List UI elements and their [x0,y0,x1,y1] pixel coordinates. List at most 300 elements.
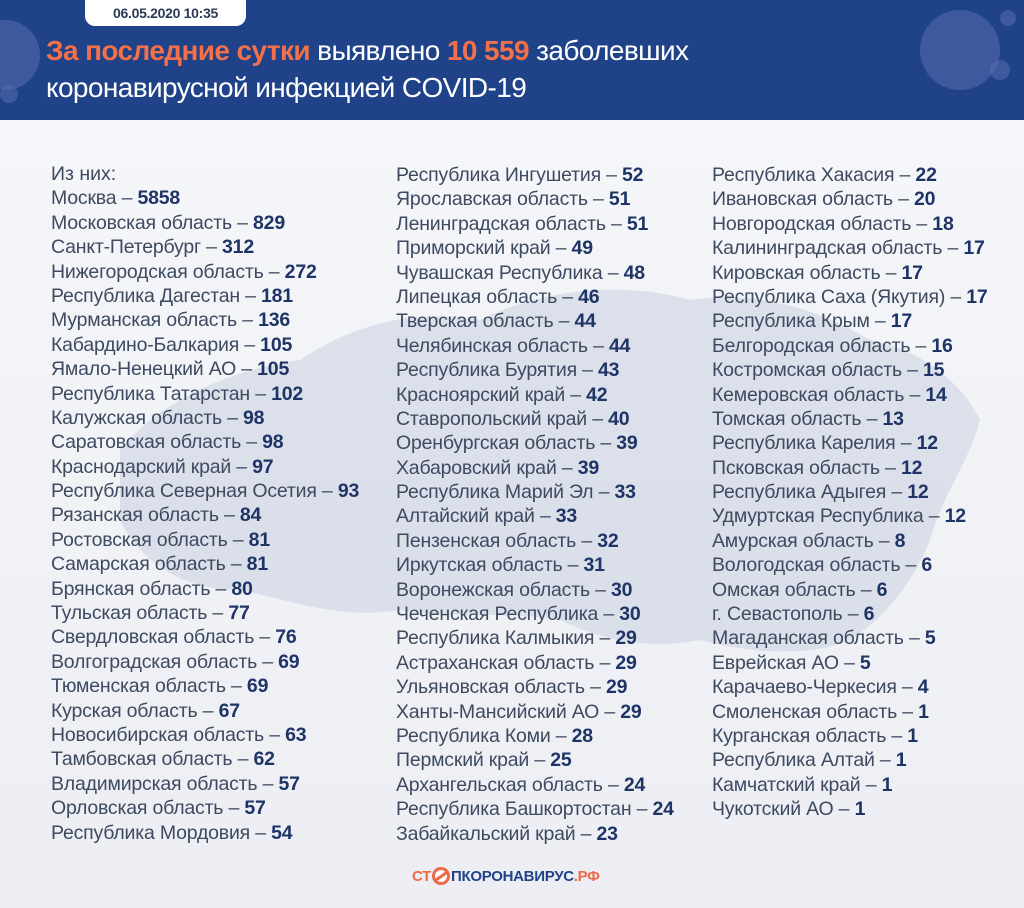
region-name: Иркутская область [396,554,563,577]
region-name: Ханты-Мансийский АО [396,700,600,723]
separator: – [316,480,338,503]
region-row [396,748,674,772]
case-count: 25 [550,749,572,772]
separator: – [562,554,584,577]
region-name: Амурская область [712,529,874,552]
region-name: Тюменская область [51,675,226,698]
region-name: Алтайский край [396,505,535,528]
region-row [712,212,988,236]
region-row [712,480,988,504]
separator: – [534,505,556,528]
separator: – [874,749,896,772]
region-row [396,578,674,602]
separator: – [575,822,597,845]
region-name: Рязанская область [51,504,219,527]
case-count: 28 [571,724,593,747]
separator: – [587,188,609,211]
region-row [51,186,359,210]
region-row [51,406,359,430]
separator: – [576,529,598,552]
region-name: Челябинская область [396,334,588,357]
separator: – [576,359,599,382]
case-count: 30 [611,578,633,601]
separator: – [550,237,572,260]
case-count: 29 [615,651,637,674]
case-count: 44 [609,334,631,357]
region-row [396,553,674,577]
separator: – [594,651,616,674]
region-row [712,797,988,821]
region-row [712,748,988,772]
separator: – [855,578,877,601]
region-row [51,601,359,625]
title-line-2: коронавирусной инфекцией COVID-19 [46,72,527,103]
region-row [51,723,359,747]
list-intro: Из них: [51,163,117,185]
separator: – [886,481,908,504]
region-name: Орловская область [51,797,224,820]
region-name: Приморский край [396,237,551,260]
case-count: 829 [253,211,285,234]
region-row [396,261,674,285]
separator: – [231,455,253,478]
region-name: Республика Дагестан [51,284,240,307]
case-count: 18 [932,212,954,235]
case-count: 6 [921,554,933,577]
region-name: Владимирская область [51,772,258,795]
separator: – [250,821,272,844]
region-row [396,724,674,748]
separator: – [264,723,286,746]
separator: – [879,456,901,479]
region-row [51,430,359,454]
region-row [396,163,674,187]
case-count: 77 [228,602,250,625]
separator: – [833,798,855,821]
region-name: Республика Мордовия [51,821,250,844]
case-count: 12 [907,481,929,504]
region-name: Республика Крым [712,310,870,333]
separator: – [842,603,864,626]
separator: – [250,382,272,405]
region-row [396,651,674,675]
region-name: Ямало-Ненецкий АО [51,358,237,381]
region-row [712,236,988,260]
case-count: 13 [882,407,904,430]
region-row [51,528,359,552]
logo-text-rf: .РФ [573,867,600,885]
region-name: Камчатский край [712,773,861,796]
region-row [51,284,359,308]
region-name: Курганская область [712,724,887,747]
region-row [396,285,674,309]
separator: – [236,358,258,381]
case-count: 32 [597,529,619,552]
case-count: 5 [924,627,936,650]
separator: – [257,650,279,673]
region-row [51,382,359,406]
separator: – [894,164,916,186]
region-name: Тамбовская область [51,748,233,771]
region-row [51,308,359,332]
case-count: 1 [854,798,866,821]
case-count: 312 [222,236,254,259]
region-row [396,773,674,797]
separator: – [897,700,919,723]
case-count: 67 [218,699,240,722]
case-count: 31 [583,554,605,577]
separator: – [593,481,615,504]
region-row [712,602,988,626]
region-name: Республика Калмыкия [396,627,595,650]
separator: – [584,676,606,699]
case-count: 136 [258,309,291,332]
separator: – [598,603,620,626]
separator: – [594,627,616,650]
case-count: 17 [963,237,985,260]
separator: – [550,724,572,747]
separator: – [232,748,254,771]
region-row [51,357,359,381]
case-count: 49 [571,237,593,260]
separator: – [600,164,623,186]
case-count: 62 [253,748,275,771]
region-name: Костромская область [712,359,902,382]
case-count: 105 [257,358,290,381]
separator: – [223,797,245,820]
region-name: Республика Коми [396,724,551,747]
region-row [51,796,359,820]
region-column-1 [51,162,359,845]
region-name: Республика Башкортостан [396,798,632,821]
separator: – [942,237,964,260]
region-row [712,626,988,650]
region-name: Кировская область [712,261,881,284]
region-name: Московская область [51,211,232,234]
region-row [396,822,674,846]
separator: – [605,212,627,235]
case-count: 29 [615,627,637,650]
region-name: Республика Адыгея [712,481,887,504]
region-row [396,529,674,553]
region-row [396,480,674,504]
separator: – [631,798,653,821]
region-name: Республика Саха (Якутия) [712,285,946,308]
region-column-2 [396,163,674,846]
region-name: Ставропольский край [396,407,588,430]
case-count: 29 [605,676,628,699]
separator: – [557,285,579,308]
separator: – [873,529,895,552]
separator: – [599,700,621,723]
region-row [712,578,988,602]
region-name: Республика Алтай [712,749,875,772]
region-name: Брянская область [51,577,211,600]
case-count: 39 [577,456,600,479]
region-name: Ростовская область [51,528,228,551]
region-name: Томская область [712,407,862,430]
separator: – [896,676,918,699]
region-name: Чукотский АО [712,798,834,821]
virus-decoration-icon [0,20,40,90]
region-row [396,431,674,455]
case-count: 24 [623,773,646,796]
case-count: 42 [586,383,608,406]
case-count: 51 [626,212,649,235]
case-count: 84 [239,504,262,527]
date-badge: 06.05.2020 10:35 [85,0,246,26]
region-name: Мурманская область [51,309,237,332]
region-name: г. Севастополь [712,603,843,626]
title-text: заболевших [528,35,689,66]
region-name: Краснодарский край [51,455,232,478]
region-name: Ярославская область [396,188,588,211]
separator: – [529,749,551,772]
region-row [712,261,988,285]
region-row [396,700,674,724]
region-row [712,431,988,455]
region-name: Республика Хакасия [712,164,895,186]
separator: – [254,626,276,649]
separator: – [263,260,285,283]
region-name: Курская область [51,699,198,722]
region-name: Удмуртская Республика [712,505,924,528]
separator: – [602,261,624,284]
region-row [396,504,674,528]
logo-text-coronavirus: ПКОРОНАВИРУС [451,867,574,885]
case-count: 1 [907,724,918,747]
separator: – [904,383,926,406]
case-count: 23 [596,822,618,845]
separator: – [589,578,612,601]
region-name: Астраханская область [396,651,595,674]
region-name: Москва [51,187,117,210]
region-name: Кабардино-Балкария [51,333,240,356]
region-row [51,650,359,674]
separator: – [880,261,902,284]
separator: – [225,675,247,698]
region-row [712,529,988,553]
case-count: 43 [598,359,620,382]
region-row [51,455,359,479]
region-row [396,383,674,407]
case-count: 51 [608,188,631,211]
region-name: Хабаровский край [396,456,557,479]
title-text: выявлено [309,35,447,66]
case-count: 181 [261,284,293,307]
separator: – [892,188,914,211]
region-name: Ленинградская область [396,212,606,235]
region-row [51,577,359,601]
region-row [396,626,674,650]
region-row [712,553,988,577]
region-row [712,383,988,407]
separator: – [200,236,223,259]
case-count: 54 [271,821,293,844]
case-count: 29 [620,700,642,723]
case-count: 48 [623,261,645,284]
separator: – [901,359,924,382]
region-row [51,235,359,259]
region-name: Самарская область [51,553,226,576]
virus-decoration-icon [1000,10,1016,26]
case-count: 44 [574,310,596,333]
region-name: Новосибирская область [51,723,264,746]
region-row [51,699,359,723]
title-accent-count: 10 559 [446,35,529,66]
region-name: Республика Татарстан [51,382,250,405]
case-count: 8 [894,529,906,552]
separator: – [197,699,219,722]
region-name: Калининградская область [712,237,943,260]
header-banner [0,0,1024,120]
case-count: 76 [275,626,297,649]
separator: – [587,334,609,357]
case-count: 105 [260,333,293,356]
page-title [46,32,946,106]
region-name: Новгородская область [712,212,912,235]
region-row [712,700,988,724]
region-name: Псковская область [712,456,880,479]
region-name: Чувашская Республика [396,261,603,284]
region-row [51,503,359,527]
separator: – [241,431,263,454]
case-count: 12 [944,505,966,528]
region-name: Красноярский край [396,383,566,406]
region-row [51,747,359,771]
region-row [396,797,674,821]
case-count: 98 [262,431,284,454]
separator: – [553,310,575,333]
case-count: 93 [337,480,360,503]
region-row [712,285,988,309]
separator: – [903,627,925,650]
case-count: 4 [917,676,929,699]
case-count: 14 [925,383,947,406]
case-count: 5 [859,651,871,674]
case-count: 33 [614,481,636,504]
separator: – [595,432,617,455]
stop-virus-icon [432,867,450,885]
region-row [712,358,988,382]
separator: – [587,407,609,430]
region-row [712,773,988,797]
case-count: 63 [285,723,307,746]
region-name: Тверская область [396,310,554,333]
region-row [396,212,674,236]
region-row [396,334,674,358]
separator: – [945,285,967,308]
region-row [51,821,359,845]
logo-text-st: СТ [412,867,432,885]
region-name: Волгоградская область [51,650,258,673]
region-name: Магаданская область [712,627,904,650]
separator: – [602,773,624,796]
separator: – [900,554,922,577]
case-count: 57 [278,772,300,795]
region-row [51,625,359,649]
case-count: 16 [931,334,953,357]
case-count: 30 [619,603,641,626]
separator: – [556,456,578,479]
region-name: Чеченская Республика [396,603,599,626]
region-row [396,187,674,211]
region-row [712,309,988,333]
region-name: Воронежская область [396,578,590,601]
region-row [712,504,988,528]
case-count: 20 [913,188,936,211]
region-name: Тульская область [51,602,208,625]
case-count: 6 [876,578,888,601]
region-row [51,333,359,357]
region-name: Смоленская область [712,700,898,723]
case-count: 97 [252,455,274,478]
separator: – [231,211,254,234]
region-row [51,674,359,698]
region-name: Республика Марий Эл [396,481,594,504]
separator: – [227,528,249,551]
region-name: Омская область [712,578,856,601]
region-row [396,236,674,260]
case-count: 17 [901,261,923,284]
separator: – [207,602,229,625]
region-row [51,772,359,796]
case-count: 15 [923,359,945,382]
region-name: Белгородская область [712,334,911,357]
case-count: 69 [278,650,300,673]
case-count: 6 [863,603,875,626]
case-count: 81 [246,553,268,576]
region-name: Нижегородская область [51,260,264,283]
region-name: Архангельская область [396,773,603,796]
case-count: 1 [918,700,929,723]
case-count: 57 [244,797,266,820]
region-name: Забайкальский край [396,822,576,845]
case-count: 5858 [137,187,181,210]
region-row [712,724,988,748]
case-count: 12 [916,432,938,455]
region-name: Оренбургская область [396,432,596,455]
case-count: 1 [881,773,893,796]
region-row [396,358,674,382]
separator: – [910,334,932,357]
separator: – [923,505,945,528]
region-name: Карачаево-Черкесия [712,676,897,699]
region-row [712,651,988,675]
region-name: Пермский край [396,749,530,772]
stopcoronavirus-logo [412,866,600,886]
separator: – [860,773,882,796]
case-count: 46 [578,285,600,308]
region-row [396,602,674,626]
separator: – [895,432,917,455]
region-name: Республика Бурятия [396,359,577,382]
region-name: Республика Северная Осетия [51,480,317,503]
region-name: Кемеровская область [712,383,905,406]
case-count: 40 [608,407,630,430]
region-name: Санкт-Петербург [51,236,201,259]
region-row [396,675,674,699]
case-count: 33 [555,505,578,528]
case-count: 24 [652,798,674,821]
region-name: Свердловская область [51,626,255,649]
case-count: 80 [231,577,253,600]
separator: – [869,310,891,333]
region-name: Еврейская АО [712,651,839,674]
separator: – [257,772,279,795]
region-row [712,163,988,187]
virus-decoration-icon [990,60,1010,80]
